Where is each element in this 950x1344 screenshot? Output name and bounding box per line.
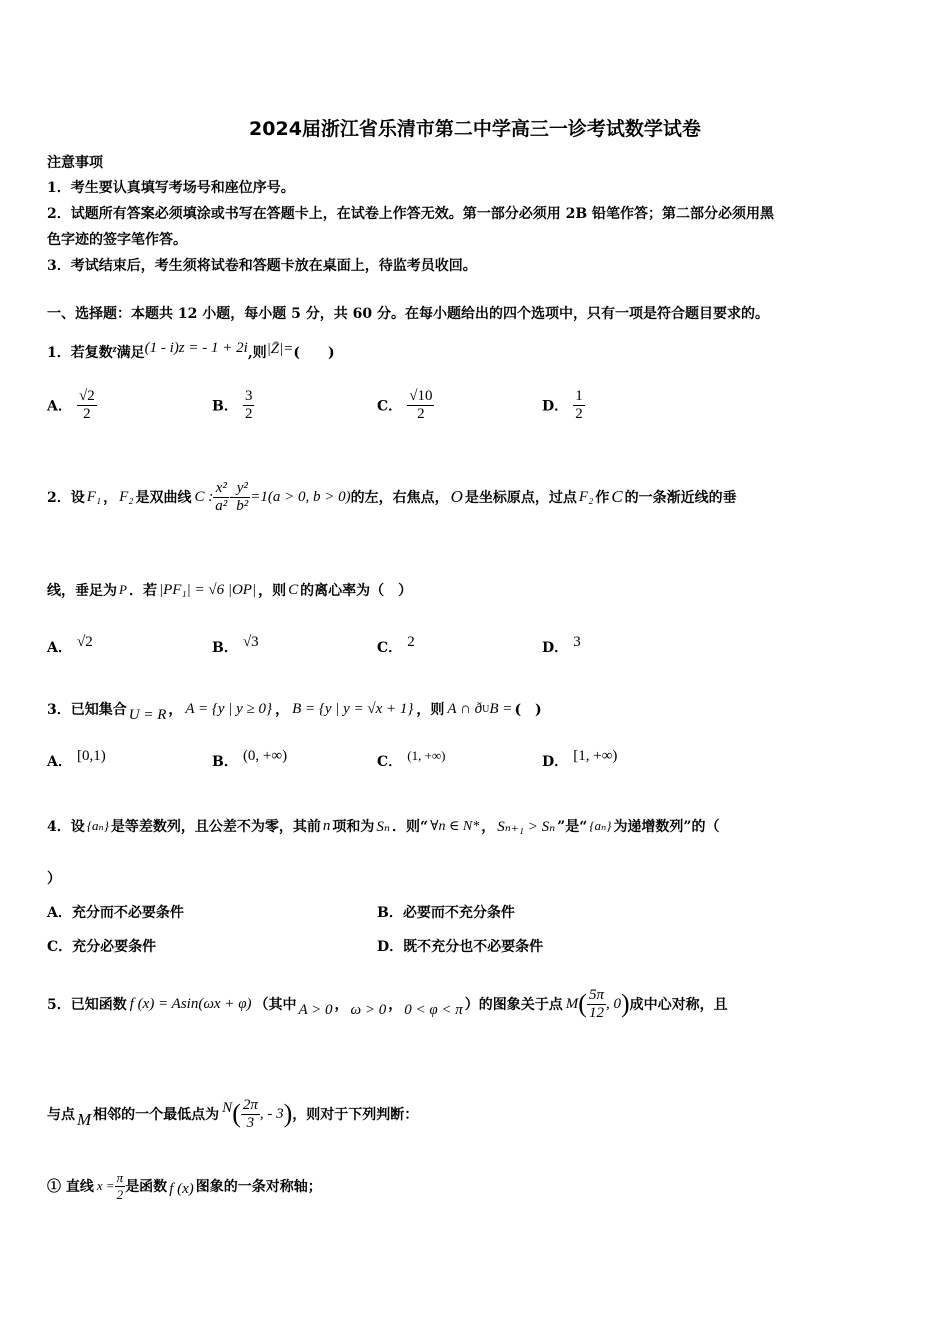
q2-option-b[interactable]: B． √3	[212, 634, 259, 656]
question-5-line2: 与点 M 相邻的一个最低点为 N ( $\frac{2\pi}{3}$ , - 3 ) ，则对于下列判断：	[47, 1096, 419, 1131]
question-4-end: ）	[47, 871, 61, 887]
question-5: 5．已知函数 f (x) = Asin(ωx + φ) （其中 A > 0 ， ω > 0 ， 0 < φ < π ）的图象关于点 M ( $\frac{5\pi}{12}$ , 0 ) 成中心对称，且	[47, 986, 728, 1021]
q3-option-c[interactable]: C． $^{(1, +\infty)}$	[377, 748, 446, 770]
notice-item: 1．考生要认真填写考场号和座位序号。	[47, 180, 295, 196]
q4-option-d[interactable]: D．既不充分也不必要条件	[377, 939, 544, 955]
q1-option-b[interactable]: B． $\frac{3}{2}$	[212, 388, 253, 422]
section-heading: 一、选择题：本题共 12 小题，每小题 5 分，共 60 分。在每小题给出的四个选项中，只有一项是符合题目要求的。	[47, 306, 769, 322]
q4-option-a[interactable]: A．充分而不必要条件	[47, 905, 184, 921]
q2-option-c[interactable]: C． 2	[377, 634, 415, 656]
page-title: 2024届浙江省乐清市第二中学高三一诊考试数学试卷	[249, 118, 701, 140]
question-2-line2: 线，垂足为 P ．若 |PF₁| = √6 |OP| ，则 C 的离心率为（ ）	[47, 581, 413, 599]
q5-judgment-1: ① 直线 x = $\frac{\pi}{2}$ 是函数 f (x) 图象的一条对称轴；	[47, 1169, 322, 1202]
question-1: 1．若复数$^z$满足(1 - i)z = - 1 + 2i,则|Z̄|=( )	[47, 340, 335, 361]
q4-option-b[interactable]: B．必要而不充分条件	[377, 905, 515, 921]
q3-option-d[interactable]: D． [1, +∞)	[542, 748, 618, 770]
q3-option-a[interactable]: A． [0,1)	[47, 748, 106, 770]
q1-option-a[interactable]: A． $\frac{√2}{2}$	[47, 388, 95, 422]
q2-option-a[interactable]: A． √2	[47, 634, 93, 656]
q2-option-d[interactable]: D． 3	[542, 634, 581, 656]
q4-option-c[interactable]: C．充分必要条件	[47, 939, 157, 955]
q1-option-c[interactable]: C． $\frac{√10}{2}$	[377, 388, 433, 422]
q3-option-b[interactable]: B． (0, +∞)	[212, 748, 288, 770]
question-2: 2．设 F₁ ， F₂ 是双曲线 C : $\frac{\text{x²}}{\text{a²}}$ - $\frac{\text{y²}}{\text{b²}}$ =1(a > 0, b > 0) 的左，右焦点， O 是坐标原点，过点 F₂ 作 C 的一条渐近线的垂	[47, 479, 737, 514]
notice-item: 2．试题所有答案必须填涂或书写在答题卡上，在试卷上作答无效。第一部分必须用 2B 铅笔作答；第二部分必须用黑	[47, 206, 775, 222]
notice-heading: 注意事项	[47, 155, 103, 171]
notice-item: 3．考试结束后，考生须将试卷和答题卡放在桌面上，待监考员收回。	[47, 258, 477, 274]
q1-option-d[interactable]: D． $\frac{1}{2}$	[542, 388, 583, 422]
question-4: 4．设 {aₙ} 是等差数列，且公差不为零，其前 n 项和为 Sₙ ．则“ ∀n ∈ N* ， Sₙ₊₁ > Sₙ ”是“ {aₙ} 为递增数列”的（	[47, 817, 720, 835]
notice-item: 色字迹的签字笔作答。	[47, 232, 187, 248]
question-3: 3．已知集合 U = R ， A = {y | y ≥ 0} ， B = {y | y = √x + 1} ，则 A ∩ ð U B = ( )	[47, 700, 542, 723]
